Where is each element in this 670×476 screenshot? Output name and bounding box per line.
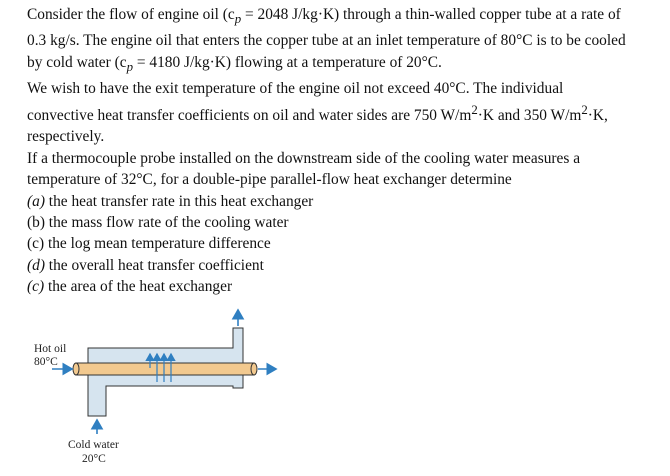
problem-line-2: 0.3 kg/s. The engine oil that enters the copper tube at an inlet temperature of 80°C is to be cooled (27, 32, 626, 50)
part-a: (a) the heat transfer rate in this heat exchanger (27, 192, 314, 210)
inner-tube-inlet-end (73, 363, 79, 375)
part-c: (c) the log mean temperature difference (27, 235, 271, 253)
problem-statement (27, 4, 657, 298)
part-b: (b) the mass flow rate of the cooling water (27, 213, 289, 231)
part-e: (c) the area of the heat exchanger (27, 278, 233, 296)
problem-line-4: We wish to have the exit temperature of the engine oil not exceed 40°C. The individual (27, 80, 564, 98)
problem-line-1: Consider the flow of engine oil ($c_p = 2048$ J/kg·K) through a thin-walled copper tube at a rate of (27, 6, 621, 27)
problem-line-6: respectively. (27, 128, 105, 146)
inner-tube (76, 363, 254, 375)
hot-oil-label: Hot oil (34, 343, 67, 355)
heat-exchanger-diagram (0, 296, 330, 476)
problem-line-8: temperature of 32°C, for a double-pipe parallel-flow heat exchanger determine (27, 171, 512, 189)
problem-line-5: convective heat transfer coefficients on oil and water sides are 750 $W/m^2\cdot K$ and 350 $W/m^2\cdot K$, (27, 102, 608, 124)
cold-water-temp: 20°C (82, 453, 106, 465)
problem-line-3: by cold water ($c_p = 4180$ J/kg·K) flowing at a temperature of 20°C. (27, 53, 442, 74)
problem-line-7: If a thermocouple probe installed on the downstream side of the cooling water measures a (27, 149, 581, 167)
hot-oil-temp: 80°C (34, 356, 58, 368)
inner-tube-outlet-end (251, 363, 257, 375)
cold-water-label: Cold water (68, 439, 119, 451)
part-d: (d) the overall heat transfer coefficient (27, 256, 264, 274)
